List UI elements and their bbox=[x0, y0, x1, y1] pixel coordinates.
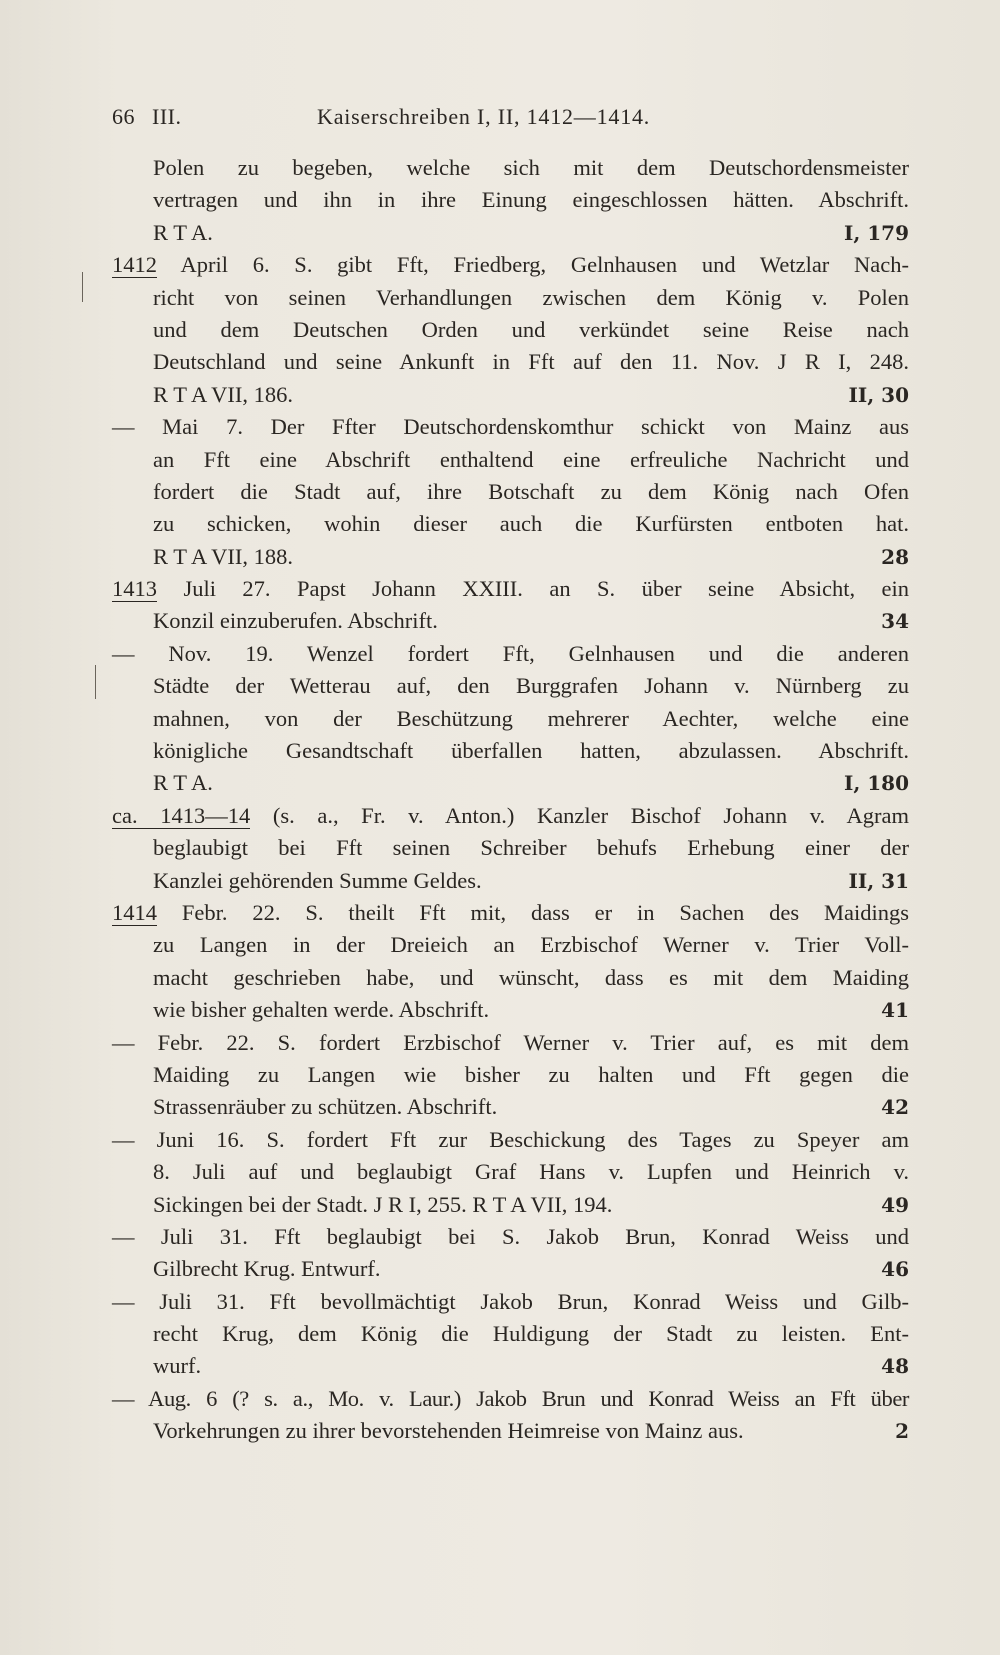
entry-line: vertragen und ihn in ihre Einung eingeschlossen hätten. Abschrift. bbox=[153, 187, 909, 213]
entry-line: fordert die Stadt auf, ihre Botschaft zu dem König nach Ofen bbox=[153, 478, 909, 504]
entry-line: Städte der Wetterau auf, den Burggrafen Johann v. Nürnberg zu bbox=[153, 673, 909, 699]
entry-source: Vorkehrungen zu ihrer bevorstehenden Heimreise von Mainz aus. bbox=[153, 1418, 744, 1444]
margin-pencil-mark bbox=[82, 272, 83, 302]
entry-last-line bbox=[112, 767, 909, 799]
entry-first-line: — Aug. 6 (? s. a., Mo. v. Laur.) Jakob Brun und Konrad Weiss an Fft über bbox=[112, 1385, 909, 1411]
entry-line: Deutschland und seine Ankunft in Fft auf den 11. Nov. J R I, 248. bbox=[153, 349, 909, 375]
entry-last-line bbox=[112, 379, 909, 411]
entry-reference: 34 bbox=[881, 609, 909, 634]
entry-first-line bbox=[112, 897, 909, 929]
entry-line: an Fft eine Abschrift enthaltend eine erfreuliche Nachricht und bbox=[153, 446, 909, 472]
entry-year: 1412 bbox=[112, 252, 157, 278]
entry-source: R T A. bbox=[153, 770, 213, 796]
entry-line: recht Krug, dem König die Huldigung der Stadt zu leisten. Ent- bbox=[153, 1321, 909, 1347]
entry-reference: 46 bbox=[881, 1257, 909, 1282]
entry-line: Polen zu begeben, welche sich mit dem Deutschordensmeister bbox=[153, 155, 909, 180]
register-entry bbox=[112, 1383, 909, 1448]
entry-year: 1414 bbox=[112, 899, 157, 925]
entry-first-line: — Juli 31. Fft bevollmächtigt Jakob Brun, Konrad Weiss und Gilb- bbox=[112, 1288, 909, 1314]
entry-source: Strassenräuber zu schützen. Abschrift. bbox=[153, 1094, 498, 1120]
entry-source: R T A VII, 186. bbox=[153, 381, 294, 407]
entry-first-line bbox=[112, 800, 909, 832]
entry-line: mahnen, von der Beschützung mehrerer Aechter, welche eine bbox=[153, 705, 909, 731]
entry-reference: II, 31 bbox=[848, 868, 909, 893]
register-entry bbox=[112, 800, 909, 897]
register-entry bbox=[112, 897, 909, 1027]
margin-pencil-mark bbox=[95, 665, 96, 699]
entry-line: Maiding zu Langen wie bisher zu halten und Fft gegen die bbox=[153, 1061, 909, 1087]
entry-first-line bbox=[112, 249, 909, 281]
entry-line: beglaubigt bei Fft seinen Schreiber behufs Erhebung einer der bbox=[153, 835, 909, 861]
entry-line: königliche Gesandtschaft überfallen hatten, abzulassen. Abschrift. bbox=[153, 738, 909, 764]
entry-source: wurf. bbox=[153, 1353, 202, 1379]
entry-source: Konzil einzuberufen. Abschrift. bbox=[153, 608, 438, 634]
entry-reference: II, 30 bbox=[848, 382, 909, 407]
register-entry bbox=[112, 1124, 909, 1221]
entry-line: macht geschrieben habe, und wünscht, dass es mit dem Maiding bbox=[153, 964, 909, 990]
entry-reference: 2 bbox=[895, 1419, 909, 1444]
part-number: III. bbox=[152, 104, 182, 129]
entry-reference: 48 bbox=[881, 1354, 909, 1379]
register-entry bbox=[112, 249, 909, 411]
entry-last-line bbox=[112, 865, 909, 897]
running-title: Kaiserschreiben I, II, 1412—1414. bbox=[317, 104, 651, 129]
entry-year: ca. 1413—14 bbox=[112, 802, 251, 828]
entry-line: 8. Juli auf und beglaubigt Graf Hans v. Lupfen und Heinrich v. bbox=[153, 1159, 909, 1185]
entry-line: zu Langen in der Dreieich an Erzbischof Werner v. Trier Voll- bbox=[153, 932, 909, 958]
running-header bbox=[112, 104, 912, 134]
entry-last-line bbox=[112, 217, 909, 249]
entry-first-line: — Febr. 22. S. fordert Erzbischof Werner v. Trier auf, es mit dem bbox=[112, 1029, 909, 1055]
entry-text: Juli 27. Papst Johann XXIII. an S. über seine Absicht, ein bbox=[183, 576, 909, 602]
entry-source: R T A. bbox=[153, 219, 213, 245]
entries-list bbox=[112, 152, 909, 1448]
entry-last-line bbox=[112, 1253, 909, 1285]
entry-last-line bbox=[112, 541, 909, 573]
entry-first-line: — Juli 31. Fft beglaubigt bei S. Jakob Brun, Konrad Weiss und bbox=[112, 1223, 909, 1249]
entry-text: (s. a., Fr. v. Anton.) Kanzler Bischof Johann v. Agram bbox=[272, 802, 909, 828]
entry-first-line: — Mai 7. Der Ffter Deutschordenskomthur schickt von Mainz aus bbox=[112, 414, 909, 440]
entry-last-line bbox=[112, 1091, 909, 1123]
register-entry bbox=[112, 573, 909, 638]
entry-source: Kanzlei gehörenden Summe Geldes. bbox=[153, 867, 482, 893]
entry-line: richt von seinen Verhandlungen zwischen dem König v. Polen bbox=[153, 284, 909, 310]
entry-last-line bbox=[112, 994, 909, 1026]
entry-reference: I, 179 bbox=[843, 220, 909, 245]
register-entry bbox=[112, 1286, 909, 1383]
entry-text: Febr. 22. S. theilt Fft mit, dass er in Sachen des Maidings bbox=[181, 899, 909, 925]
entry-first-line bbox=[112, 573, 909, 605]
register-entry bbox=[112, 152, 909, 249]
entry-source: Sickingen bei der Stadt. J R I, 255. R T A VII, 194. bbox=[153, 1191, 613, 1217]
entry-last-line bbox=[112, 1350, 909, 1382]
entry-source: Gilbrecht Krug. Entwurf. bbox=[153, 1256, 381, 1282]
entry-reference: I, 180 bbox=[843, 771, 909, 796]
entry-reference: 28 bbox=[881, 544, 909, 569]
entry-reference: 42 bbox=[881, 1095, 909, 1120]
register-entry bbox=[112, 411, 909, 573]
entry-year: 1413 bbox=[112, 576, 157, 602]
entry-source: wie bisher gehalten werde. Abschrift. bbox=[153, 997, 490, 1023]
entry-source: R T A VII, 188. bbox=[153, 543, 294, 569]
register-entry bbox=[112, 1027, 909, 1124]
entry-last-line bbox=[112, 1415, 909, 1447]
entry-last-line bbox=[112, 1189, 909, 1221]
register-entry bbox=[112, 1221, 909, 1286]
register-entry bbox=[112, 638, 909, 800]
entry-last-line bbox=[112, 605, 909, 637]
page-number: 66 bbox=[112, 104, 135, 129]
entry-first-line: — Juni 16. S. fordert Fft zur Beschickung des Tages zu Speyer am bbox=[112, 1126, 909, 1152]
entry-text: April 6. S. gibt Fft, Friedberg, Gelnhausen und Wetzlar Nach- bbox=[180, 252, 909, 278]
entry-reference: 41 bbox=[881, 998, 909, 1023]
entry-reference: 49 bbox=[881, 1192, 909, 1217]
entry-line: zu schicken, wohin dieser auch die Kurfürsten entboten hat. bbox=[153, 511, 909, 537]
entry-first-line: — Nov. 19. Wenzel fordert Fft, Gelnhausen und die anderen bbox=[112, 640, 909, 666]
entry-line: und dem Deutschen Orden und verkündet seine Reise nach bbox=[153, 316, 909, 342]
